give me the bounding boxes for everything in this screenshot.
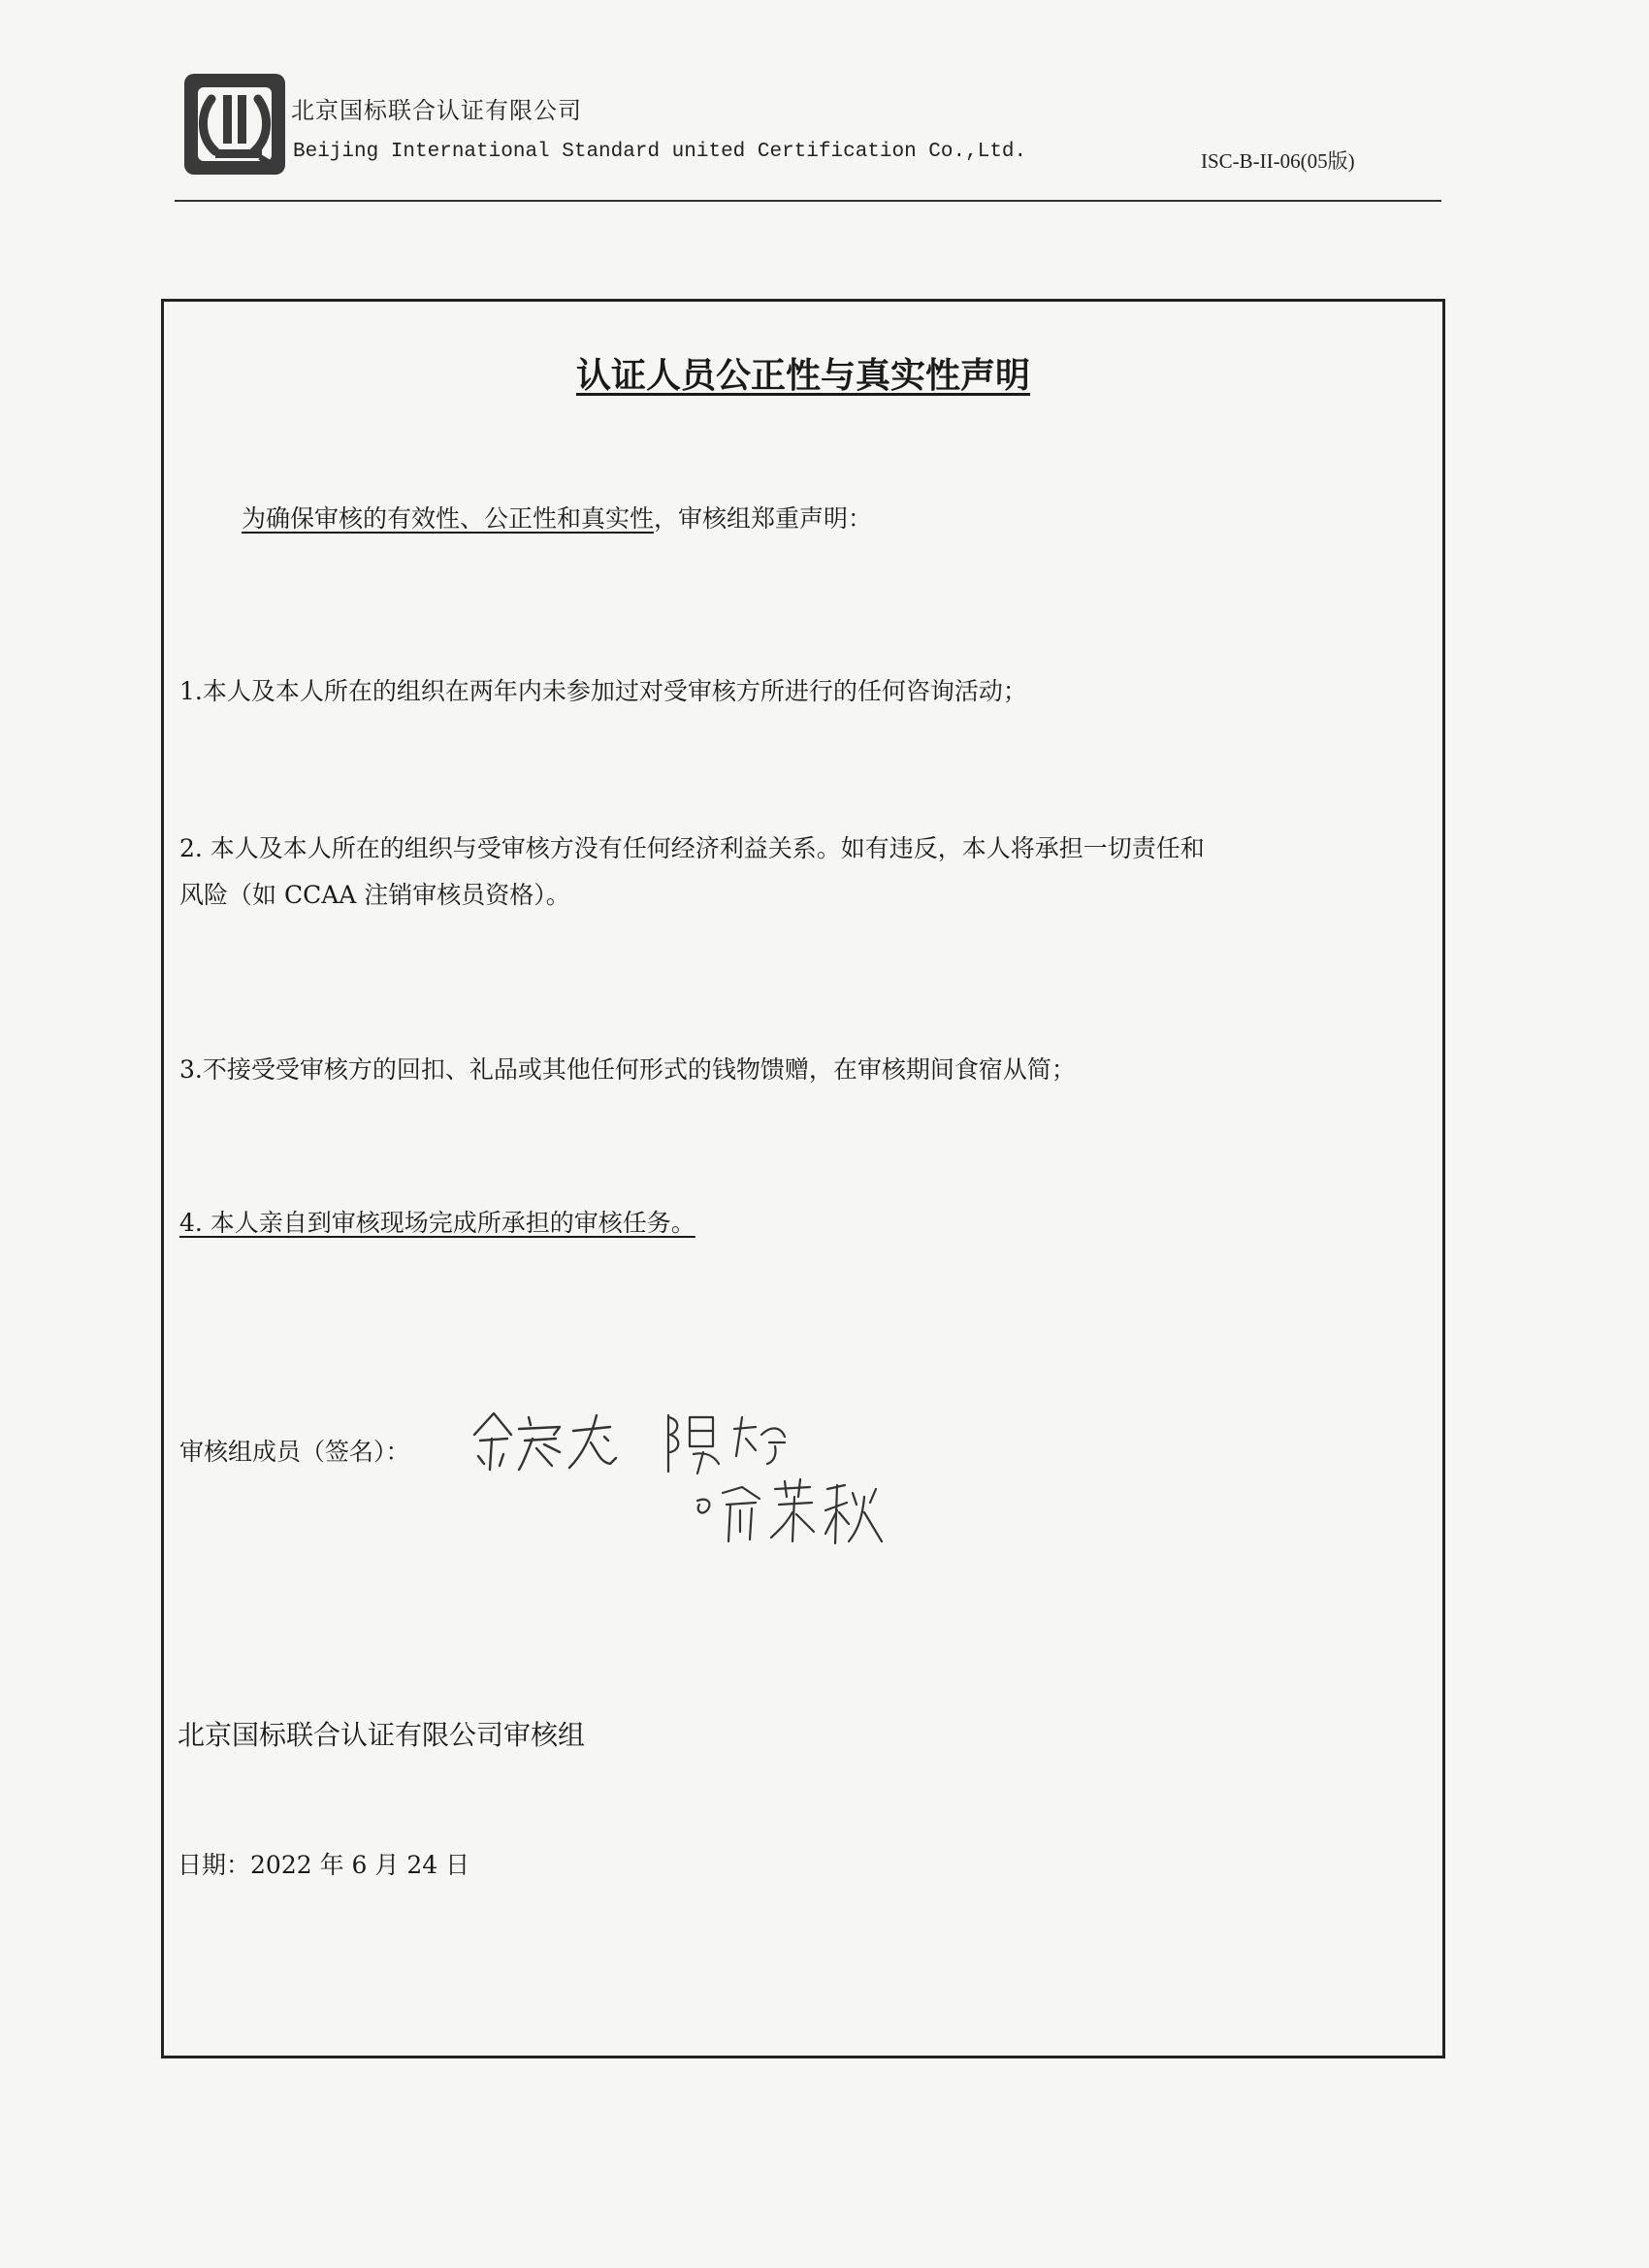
company-logo — [182, 72, 287, 177]
declaration-item-3: 3.不接受受审核方的回扣、礼品或其他任何形式的钱物馈赠，在审核期间食宿从简； — [179, 1055, 1076, 1084]
declaration-item-4: 4. 本人亲自到审核现场完成所承担的审核任务。 — [179, 1209, 695, 1237]
declaration-item-2-line2: 风险（如 CCAA 注销审核员资格）。 — [179, 881, 570, 909]
date-value: 2022 年 6 月 24 日 — [250, 1851, 470, 1879]
company-name-en: Beijing International Standard united Certification Co.,Ltd. — [293, 141, 1027, 163]
header-divider — [175, 200, 1441, 202]
intro-paragraph — [242, 496, 872, 542]
declaration-item-1: 1.本人及本人所在的组织在两年内未参加过对受审核方所进行的任何咨询活动； — [179, 677, 1027, 705]
intro-rest: ，审核组郑重声明： — [654, 504, 873, 533]
declaration-item-2-line1: 2. 本人及本人所在的组织与受审核方没有任何经济利益关系。如有违反，本人将承担一切责任和 — [179, 834, 1205, 862]
signature-label: 审核组成员（签名）： — [179, 1438, 410, 1466]
handwritten-signatures — [465, 1396, 1008, 1561]
signature-2 — [668, 1415, 785, 1474]
company-name-cn: 北京国标联合认证有限公司 — [291, 97, 582, 124]
signature-3 — [697, 1479, 882, 1543]
date-label: 日期： — [178, 1851, 251, 1879]
document-title: 认证人员公正性与真实性声明 — [575, 356, 1030, 396]
declaration-item-2 — [179, 826, 1431, 919]
declaration-box — [161, 299, 1445, 2058]
document-code: ISC-B-II-06(05版) — [1201, 149, 1355, 173]
signature-1 — [474, 1413, 616, 1470]
intro-underlined: 为确保审核的有效性、公正性和真实性 — [242, 504, 655, 533]
date-line — [178, 1842, 469, 1889]
organization-name: 北京国标联合认证有限公司审核组 — [178, 1719, 586, 1751]
